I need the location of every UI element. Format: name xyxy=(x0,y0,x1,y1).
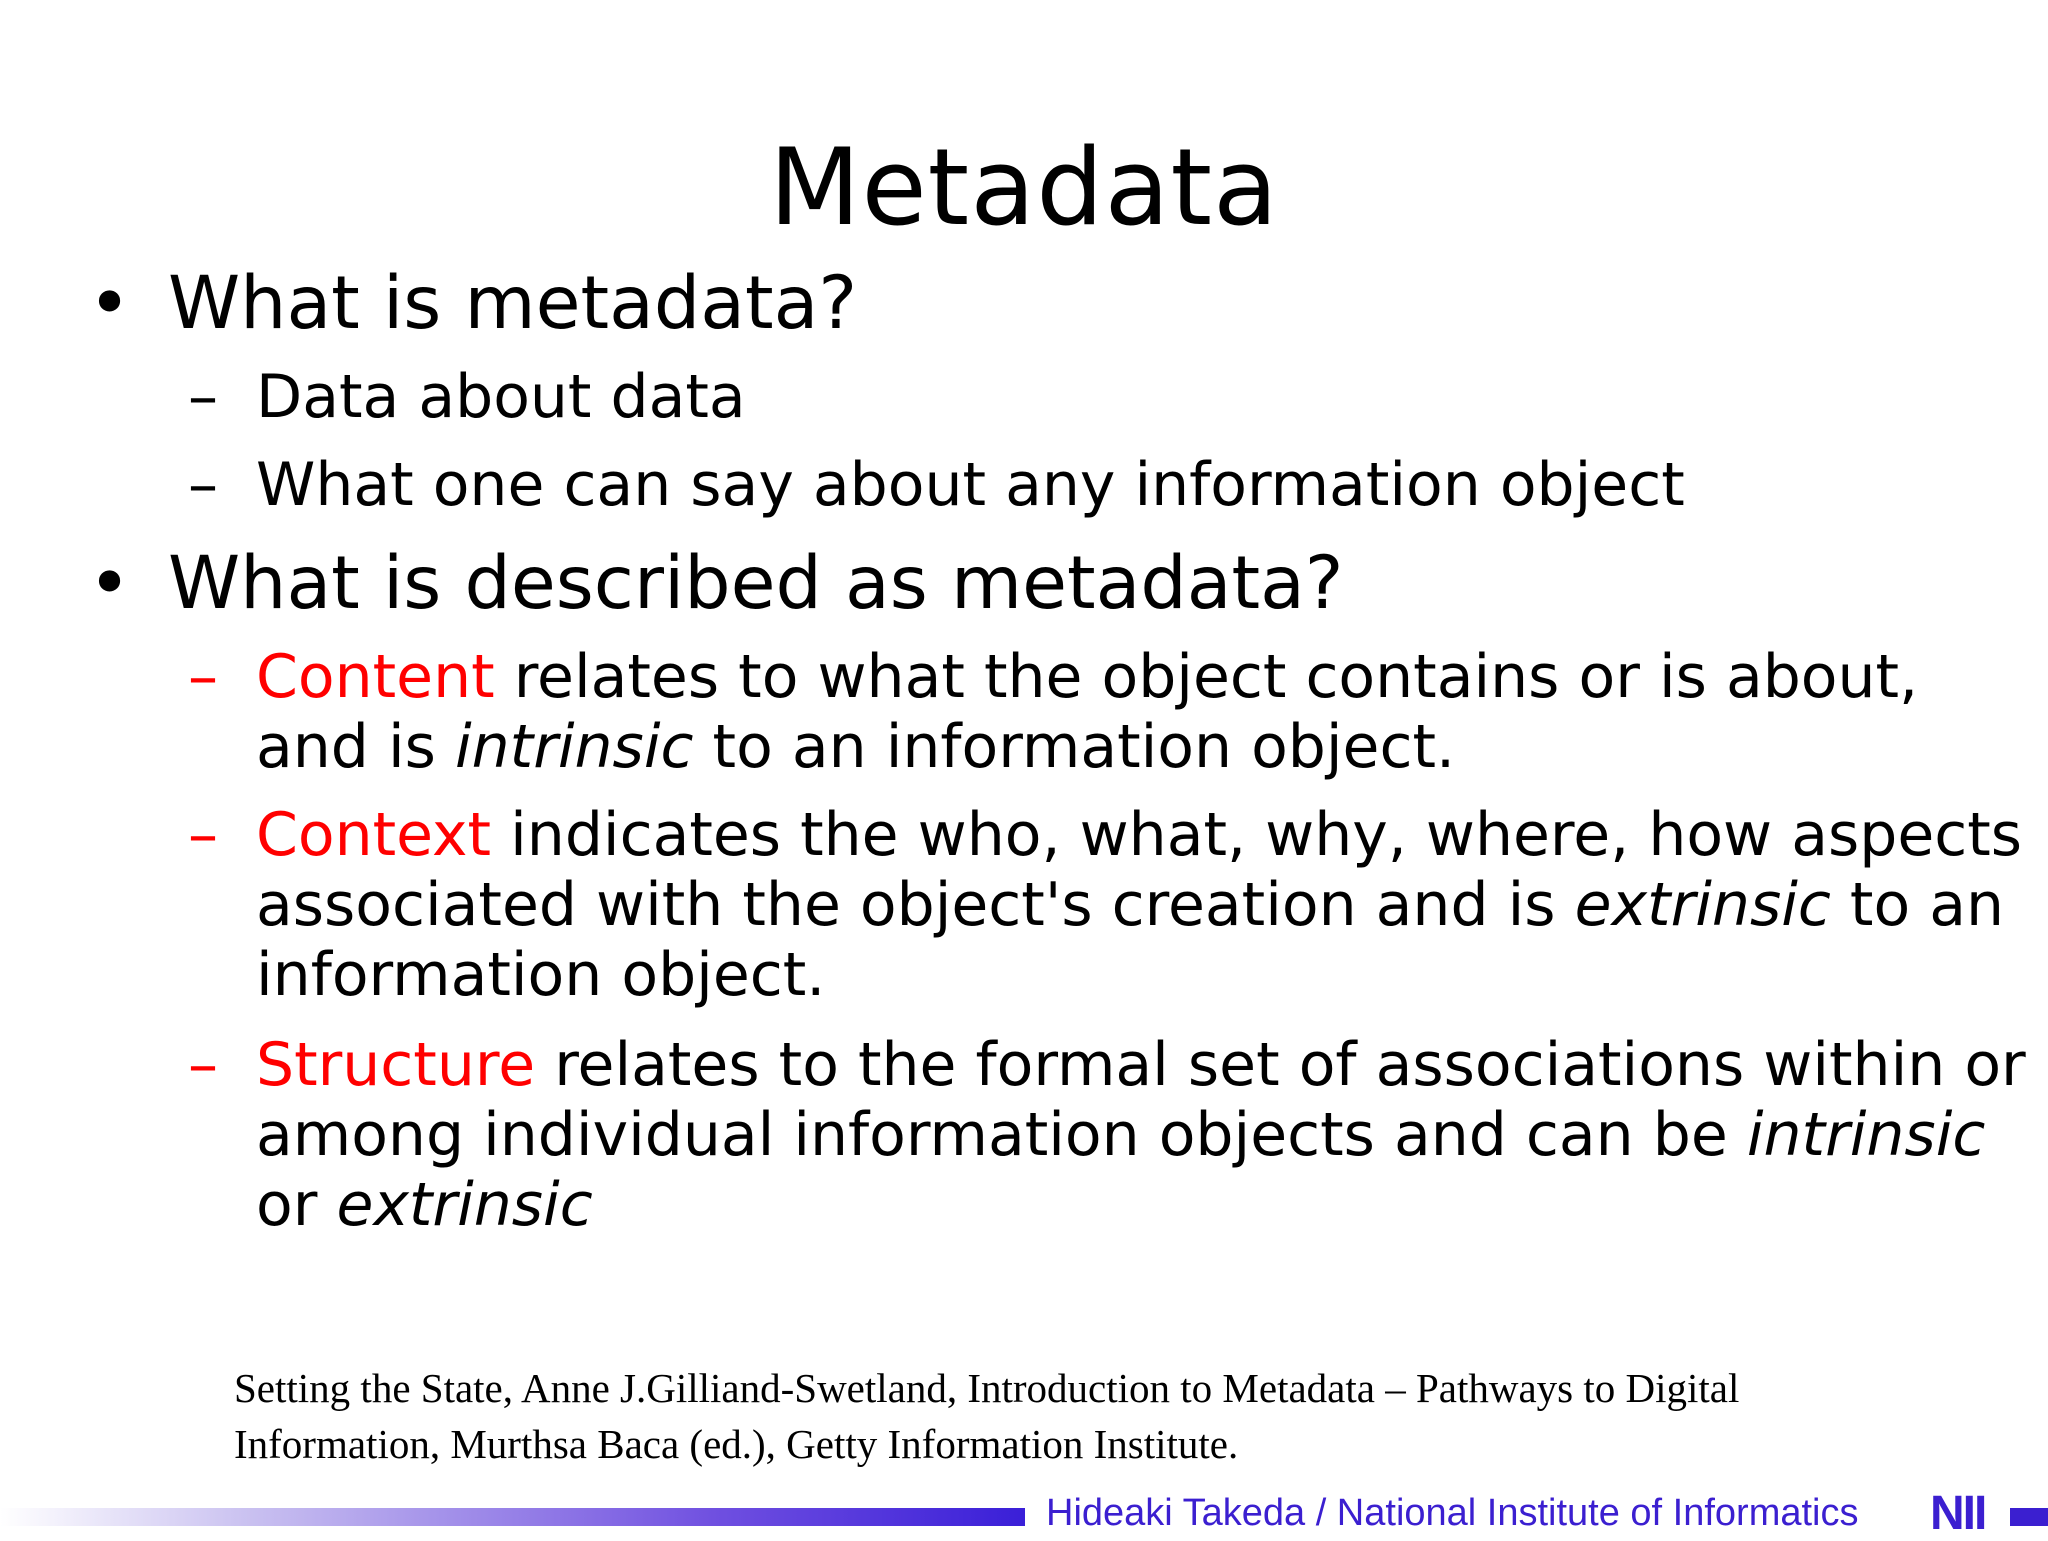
sub-text xyxy=(256,642,2046,782)
term-structure: Structure xyxy=(256,1030,536,1100)
dash: – xyxy=(188,642,218,712)
definition-text: to an information object. xyxy=(256,870,2005,1010)
emphasis: intrinsic xyxy=(454,712,694,782)
definition-text: or xyxy=(256,1170,337,1240)
definition-text: relates to the formal set of associations within or among individual information objects and can be xyxy=(256,1030,2026,1170)
emphasis: intrinsic xyxy=(1746,1100,1986,1170)
slide-title: Metadata xyxy=(769,126,1279,249)
dash: – xyxy=(188,1030,218,1100)
dash: – xyxy=(188,800,218,870)
nii-logo: NII xyxy=(1930,1487,1986,1540)
footer-gradient-bar xyxy=(0,1508,1025,1526)
footer-author: Hideaki Takeda / National Institute of Informatics xyxy=(1046,1492,1859,1534)
definition-text: relates to what the object contains or is about, and is xyxy=(256,642,1919,782)
emphasis: extrinsic xyxy=(336,1170,593,1240)
bullet-text: What is metadata? xyxy=(168,261,858,346)
term-context: Context xyxy=(256,800,492,870)
sub-text xyxy=(256,1030,2046,1240)
emphasis: extrinsic xyxy=(1574,870,1831,940)
definition-text: indicates the who, what, why, where, how aspects associated with the object's creation and is xyxy=(256,800,2022,940)
dash: – xyxy=(188,362,218,432)
bullet-text: What is described as metadata? xyxy=(168,541,1344,626)
definition-text: to an information object. xyxy=(693,712,1456,782)
dash: – xyxy=(188,450,218,520)
sub-text: What one can say about any information object xyxy=(256,450,1685,520)
bullet-dot: • xyxy=(88,541,132,626)
bullet-dot: • xyxy=(88,261,132,346)
term-content: Content xyxy=(256,642,495,712)
logo-bar xyxy=(2010,1508,2048,1526)
sub-text: Data about data xyxy=(256,362,746,432)
sub-text xyxy=(256,800,2046,1010)
citation: Setting the State, Anne J.Gilliand-Swetland, Introduction to Metadata – Pathways to Digital Information, Murthsa Baca (ed.), Getty Information Institute. xyxy=(234,1365,1740,1467)
